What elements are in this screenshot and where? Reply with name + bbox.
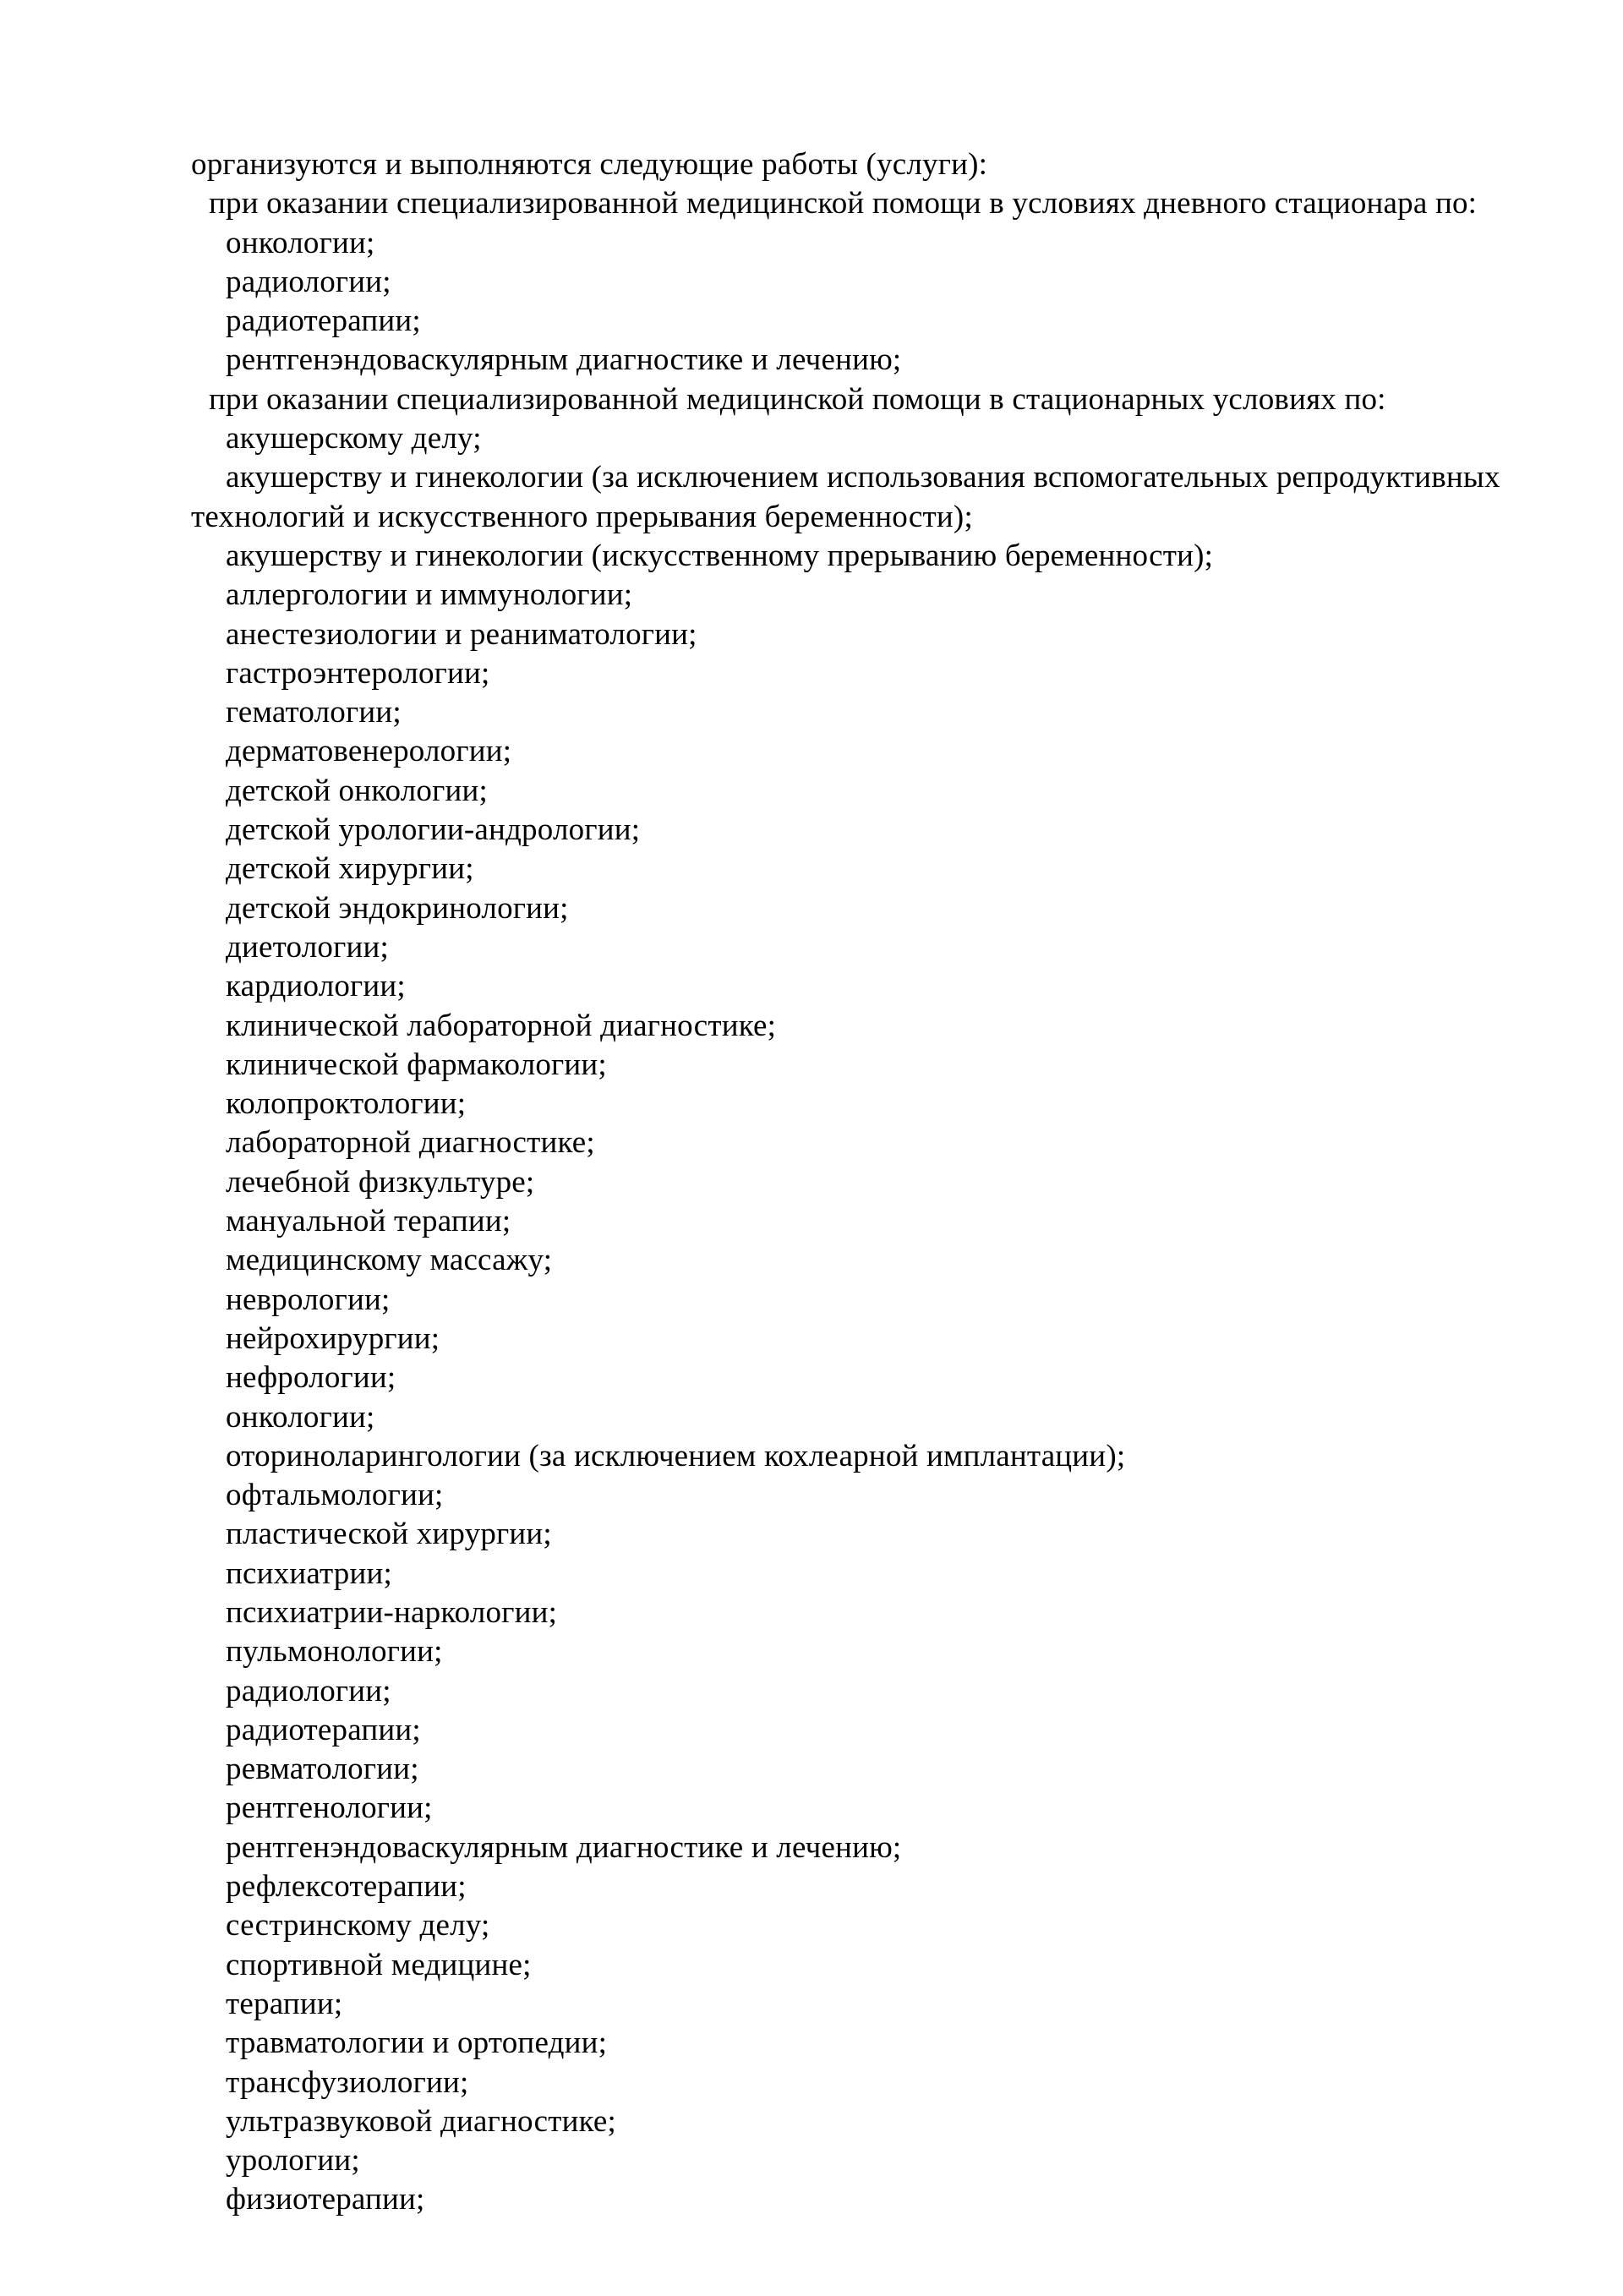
text-line: пульмонологии; [226,1634,443,1670]
text-line: детской эндокринологии; [226,890,569,926]
text-line: трансфузиологии; [226,2064,469,2100]
text-line: клинической фармакологии; [226,1047,607,1082]
text-line: ультразвуковой диагностике; [226,2103,617,2139]
text-line: лабораторной диагностике; [226,1125,595,1161]
text-line: колопроктологии; [226,1086,467,1122]
text-line: диетологии; [226,929,389,965]
text-line: онкологии; [226,225,375,260]
text-line: ревматологии; [226,1752,419,1787]
text-line: спортивной медицине; [226,1947,532,1982]
text-line: пластической хирургии; [226,1517,552,1552]
text-line: медицинскому массажу; [226,1243,553,1278]
text-line: психиатрии-наркологии; [226,1594,558,1630]
text-line: кардиологии; [226,969,406,1004]
text-line: радиологии; [226,264,391,299]
text-line: гастроэнтерологии; [226,655,490,691]
text-line: детской хирургии; [226,851,474,887]
text-line: офтальмологии; [226,1478,444,1513]
text-line: рентгенэндоваскулярным диагностике и лечению; [226,1829,902,1865]
text-line: радиотерапии; [226,1712,421,1747]
text-line: акушерству и гинекологии (за исключением использования вспомогательных репродуктивных [226,460,1500,495]
text-line: клинической лабораторной диагностике; [226,1008,777,1043]
text-line: гематологии; [226,695,402,730]
text-line: детской урологии-андрологии; [226,812,641,848]
text-line: организуются и выполняются следующие работы (услуги): [191,147,988,182]
text-line: рефлексотерапии; [226,1869,467,1905]
text-line: психиатрии; [226,1555,392,1591]
text-line: лечебной физкультуре; [226,1164,535,1200]
text-line: онкологии; [226,1399,375,1435]
text-line: оториноларингологии (за исключением кохлеарной имплантации); [226,1438,1126,1473]
text-line: травматологии и ортопедии; [226,2025,608,2061]
text-line: радиологии; [226,1673,391,1708]
text-line: при оказании специализированной медицинской помощи в условиях дневного стационара по: [209,186,1478,221]
text-line: терапии; [226,1986,343,2021]
text-line: детской онкологии; [226,773,488,808]
text-line: нейрохирургии; [226,1320,440,1356]
text-line: физиотерапии; [226,2182,425,2217]
text-line: акушерству и гинекологии (искусственному прерыванию беременности); [226,538,1214,573]
text-line: анестезиологии и реаниматологии; [226,616,697,652]
text-line: при оказании специализированной медицинской помощи в стационарных условиях по: [209,381,1386,417]
text-line: рентгенэндоваскулярным диагностике и лечению; [226,342,902,378]
text-line: технологий и искусственного прерывания беременности); [191,499,973,534]
document-text [191,145,1574,2220]
text-line: неврологии; [226,1282,391,1317]
text-line: нефрологии; [226,1360,396,1396]
text-line: сестринскому делу; [226,1908,490,1943]
text-line: дерматовенерологии; [226,734,512,769]
text-line: урологии; [226,2143,360,2178]
text-line: радиотерапии; [226,303,421,339]
text-line: аллергологии и иммунологии; [226,577,633,613]
text-line: мануальной терапии; [226,1204,511,1239]
text-line: рентгенологии; [226,1790,433,1826]
text-line: акушерскому делу; [226,421,482,456]
